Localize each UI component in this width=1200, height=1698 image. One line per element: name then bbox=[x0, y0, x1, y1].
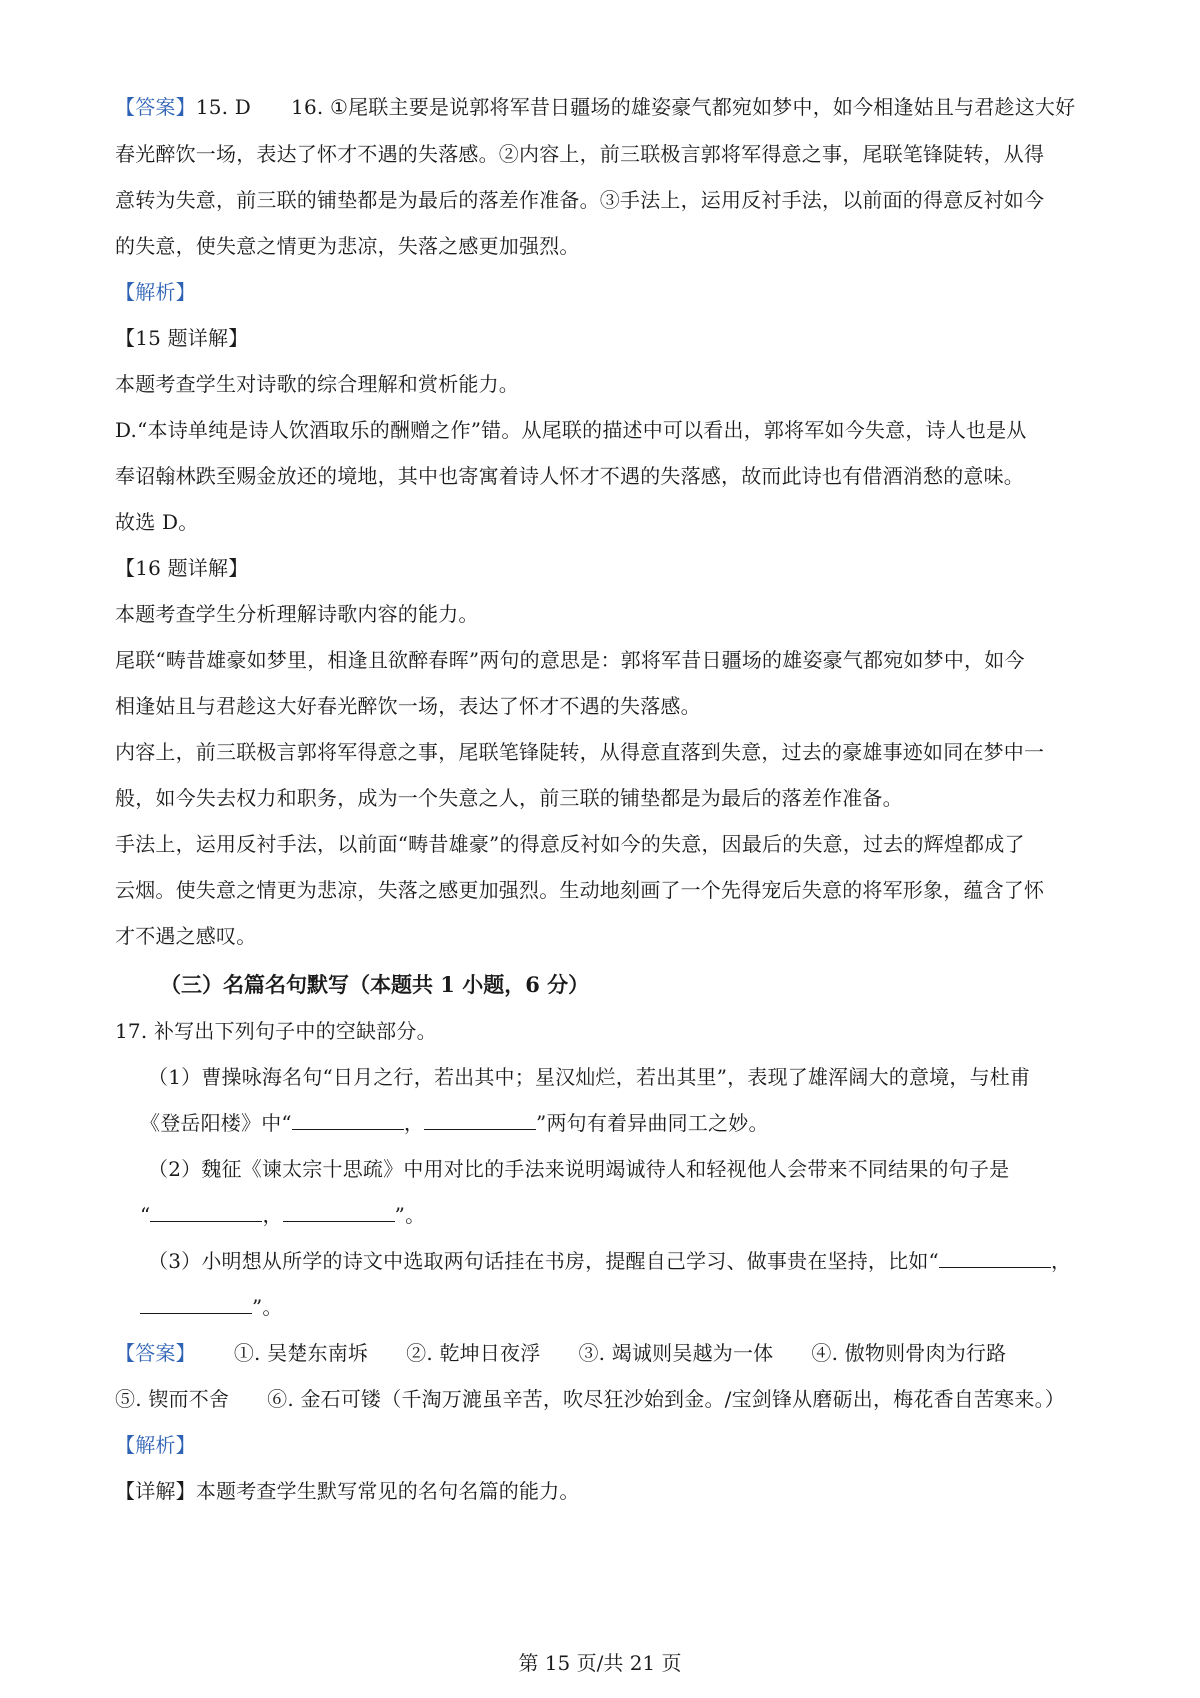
q17-part1-line1: （1）曹操咏海名句“日月之行，若出其中；星汉灿烂，若出其里”，表现了雄浑阔大的意境，与杜甫 bbox=[148, 1065, 1031, 1089]
answer-line-1 bbox=[115, 93, 1075, 121]
q17-part1-line2 bbox=[140, 1109, 769, 1137]
page-footer: 第 15 页/共 21 页 bbox=[518, 1651, 682, 1675]
q16-detail-line: 本题考查学生分析理解诗歌内容的能力。 bbox=[115, 602, 479, 626]
fill-blank bbox=[939, 1249, 1051, 1268]
fill-blank bbox=[150, 1203, 262, 1222]
answer-item: ②. 乾坤日夜浮 bbox=[406, 1341, 541, 1365]
q15-detail-line: 奉诏翰林跌至赐金放还的境地，其中也寄寓着诗人怀才不遇的失落感，故而此诗也有借酒消愁的意味。 bbox=[115, 464, 1024, 488]
answer-line-4: 的失意，使失意之情更为悲凉，失落之感更加强烈。 bbox=[115, 234, 580, 258]
answer-item: ⑤. 锲而不舍 bbox=[115, 1387, 230, 1411]
q16-detail-line: 才不遇之感叹。 bbox=[115, 924, 257, 948]
text-fragment: ， bbox=[1050, 1249, 1072, 1273]
answer-tag: 【答案】 bbox=[115, 95, 196, 119]
q17-stem: 17. 补写出下列句子中的空缺部分。 bbox=[115, 1019, 437, 1043]
q16-detail-line: 尾联“畴昔雄豪如梦里，相逢且欲醉春晖”两句的意思是：郭将军昔日疆场的雄姿豪气都宛如梦中，如今 bbox=[115, 648, 1025, 672]
text-fragment: ”两句有着异曲同工之妙。 bbox=[536, 1111, 769, 1135]
q17-part2-line1: （2）魏征《谏太宗十思疏》中用对比的手法来说明竭诚待人和轻视他人会带来不同结果的句子是 bbox=[148, 1157, 1010, 1181]
q16-detail-line: 云烟。使失意之情更为悲凉，失落之感更加强烈。生动地刻画了一个先得宠后失意的将军形象，蕴含了怀 bbox=[115, 878, 1045, 902]
fill-blank bbox=[140, 1295, 252, 1314]
q16-detail-line: 内容上，前三联极言郭将军得意之事，尾联笔锋陡转，从得意直落到失意，过去的豪雄事迹如同在梦中一 bbox=[115, 740, 1045, 764]
answer-q16-line1: 16. ①尾联主要是说郭将军昔日疆场的雄姿豪气都宛如梦中，如今相逢姑且与君趁这大好 bbox=[291, 95, 1076, 119]
answer-item: ①. 吴楚东南坼 bbox=[233, 1341, 369, 1365]
detail-tag: 【详解】 bbox=[115, 1479, 196, 1503]
answer-q15: 15. D bbox=[195, 95, 252, 119]
analysis-tag: 【解析】 bbox=[115, 280, 196, 304]
q15-detail-line: 故选 D。 bbox=[115, 510, 199, 534]
answer2-line-1 bbox=[115, 1339, 1006, 1367]
answer-tag: 【答案】 bbox=[115, 1341, 196, 1365]
answer-item: ⑥. 金石可镂（千淘万漉虽辛苦，吹尽狂沙始到金。/宝剑锋从磨砺出，梅花香自苦寒来。） bbox=[267, 1387, 1065, 1411]
q15-detail-line: 本题考查学生对诗歌的综合理解和赏析能力。 bbox=[115, 372, 519, 396]
detail-text: 本题考查学生默写常见的名句名篇的能力。 bbox=[195, 1479, 580, 1503]
q16-detail-line: 相逢姑且与君趁这大好春光醉饮一场，表达了怀才不遇的失落感。 bbox=[115, 694, 701, 718]
text-fragment: ”。 bbox=[394, 1203, 426, 1227]
answer-item: ③. 竭诚则吴越为一体 bbox=[578, 1341, 774, 1365]
answer2-line-2 bbox=[115, 1385, 1065, 1413]
q15-detail-line: D.“本诗单纯是诗人饮酒取乐的酬赠之作”错。从尾联的描述中可以看出，郭将军如今失意，诗人也是从 bbox=[115, 418, 1027, 442]
q17-part3-line1 bbox=[148, 1247, 1071, 1275]
text-fragment: ， bbox=[403, 1111, 425, 1135]
fill-blank bbox=[292, 1111, 404, 1130]
text-fragment: ”。 bbox=[252, 1295, 283, 1319]
q17-part3-line2 bbox=[140, 1293, 283, 1321]
answer-item: ④. 傲物则骨肉为行路 bbox=[811, 1341, 1007, 1365]
analysis-tag: 【解析】 bbox=[115, 1433, 196, 1457]
fill-blank bbox=[283, 1203, 395, 1222]
text-fragment: ， bbox=[262, 1203, 283, 1227]
q16-detail-tag: 【16 题详解】 bbox=[115, 556, 249, 580]
answer-line-2: 春光醉饮一场，表达了怀才不遇的失落感。②内容上，前三联极言郭将军得意之事，尾联笔锋陡转，从得 bbox=[115, 142, 1045, 166]
q17-part2-line2 bbox=[140, 1201, 425, 1229]
section-heading: （三）名篇名句默写（本题共 1 小题，6 分） bbox=[160, 972, 590, 997]
q15-detail-tag: 【15 题详解】 bbox=[115, 326, 249, 350]
text-fragment: （3）小明想从所学的诗文中选取两句话挂在书房，提醒自己学习、做事贵在坚持，比如“ bbox=[148, 1249, 939, 1273]
text-fragment: “ bbox=[140, 1203, 151, 1227]
q16-detail-line: 手法上，运用反衬手法，以前面“畴昔雄豪”的得意反衬如今的失意，因最后的失意，过去的辉煌都成了 bbox=[115, 832, 1025, 856]
text-fragment: 《登岳阳楼》中“ bbox=[140, 1111, 292, 1135]
q16-detail-line: 般，如今失去权力和职务，成为一个失意之人，前三联的铺垫都是为最后的落差作准备。 bbox=[115, 786, 903, 810]
fill-blank bbox=[424, 1111, 536, 1130]
answer-line-3: 意转为失意，前三联的铺垫都是为最后的落差作准备。③手法上，运用反衬手法，以前面的得意反衬如今 bbox=[115, 188, 1045, 212]
detail-line bbox=[115, 1477, 580, 1505]
